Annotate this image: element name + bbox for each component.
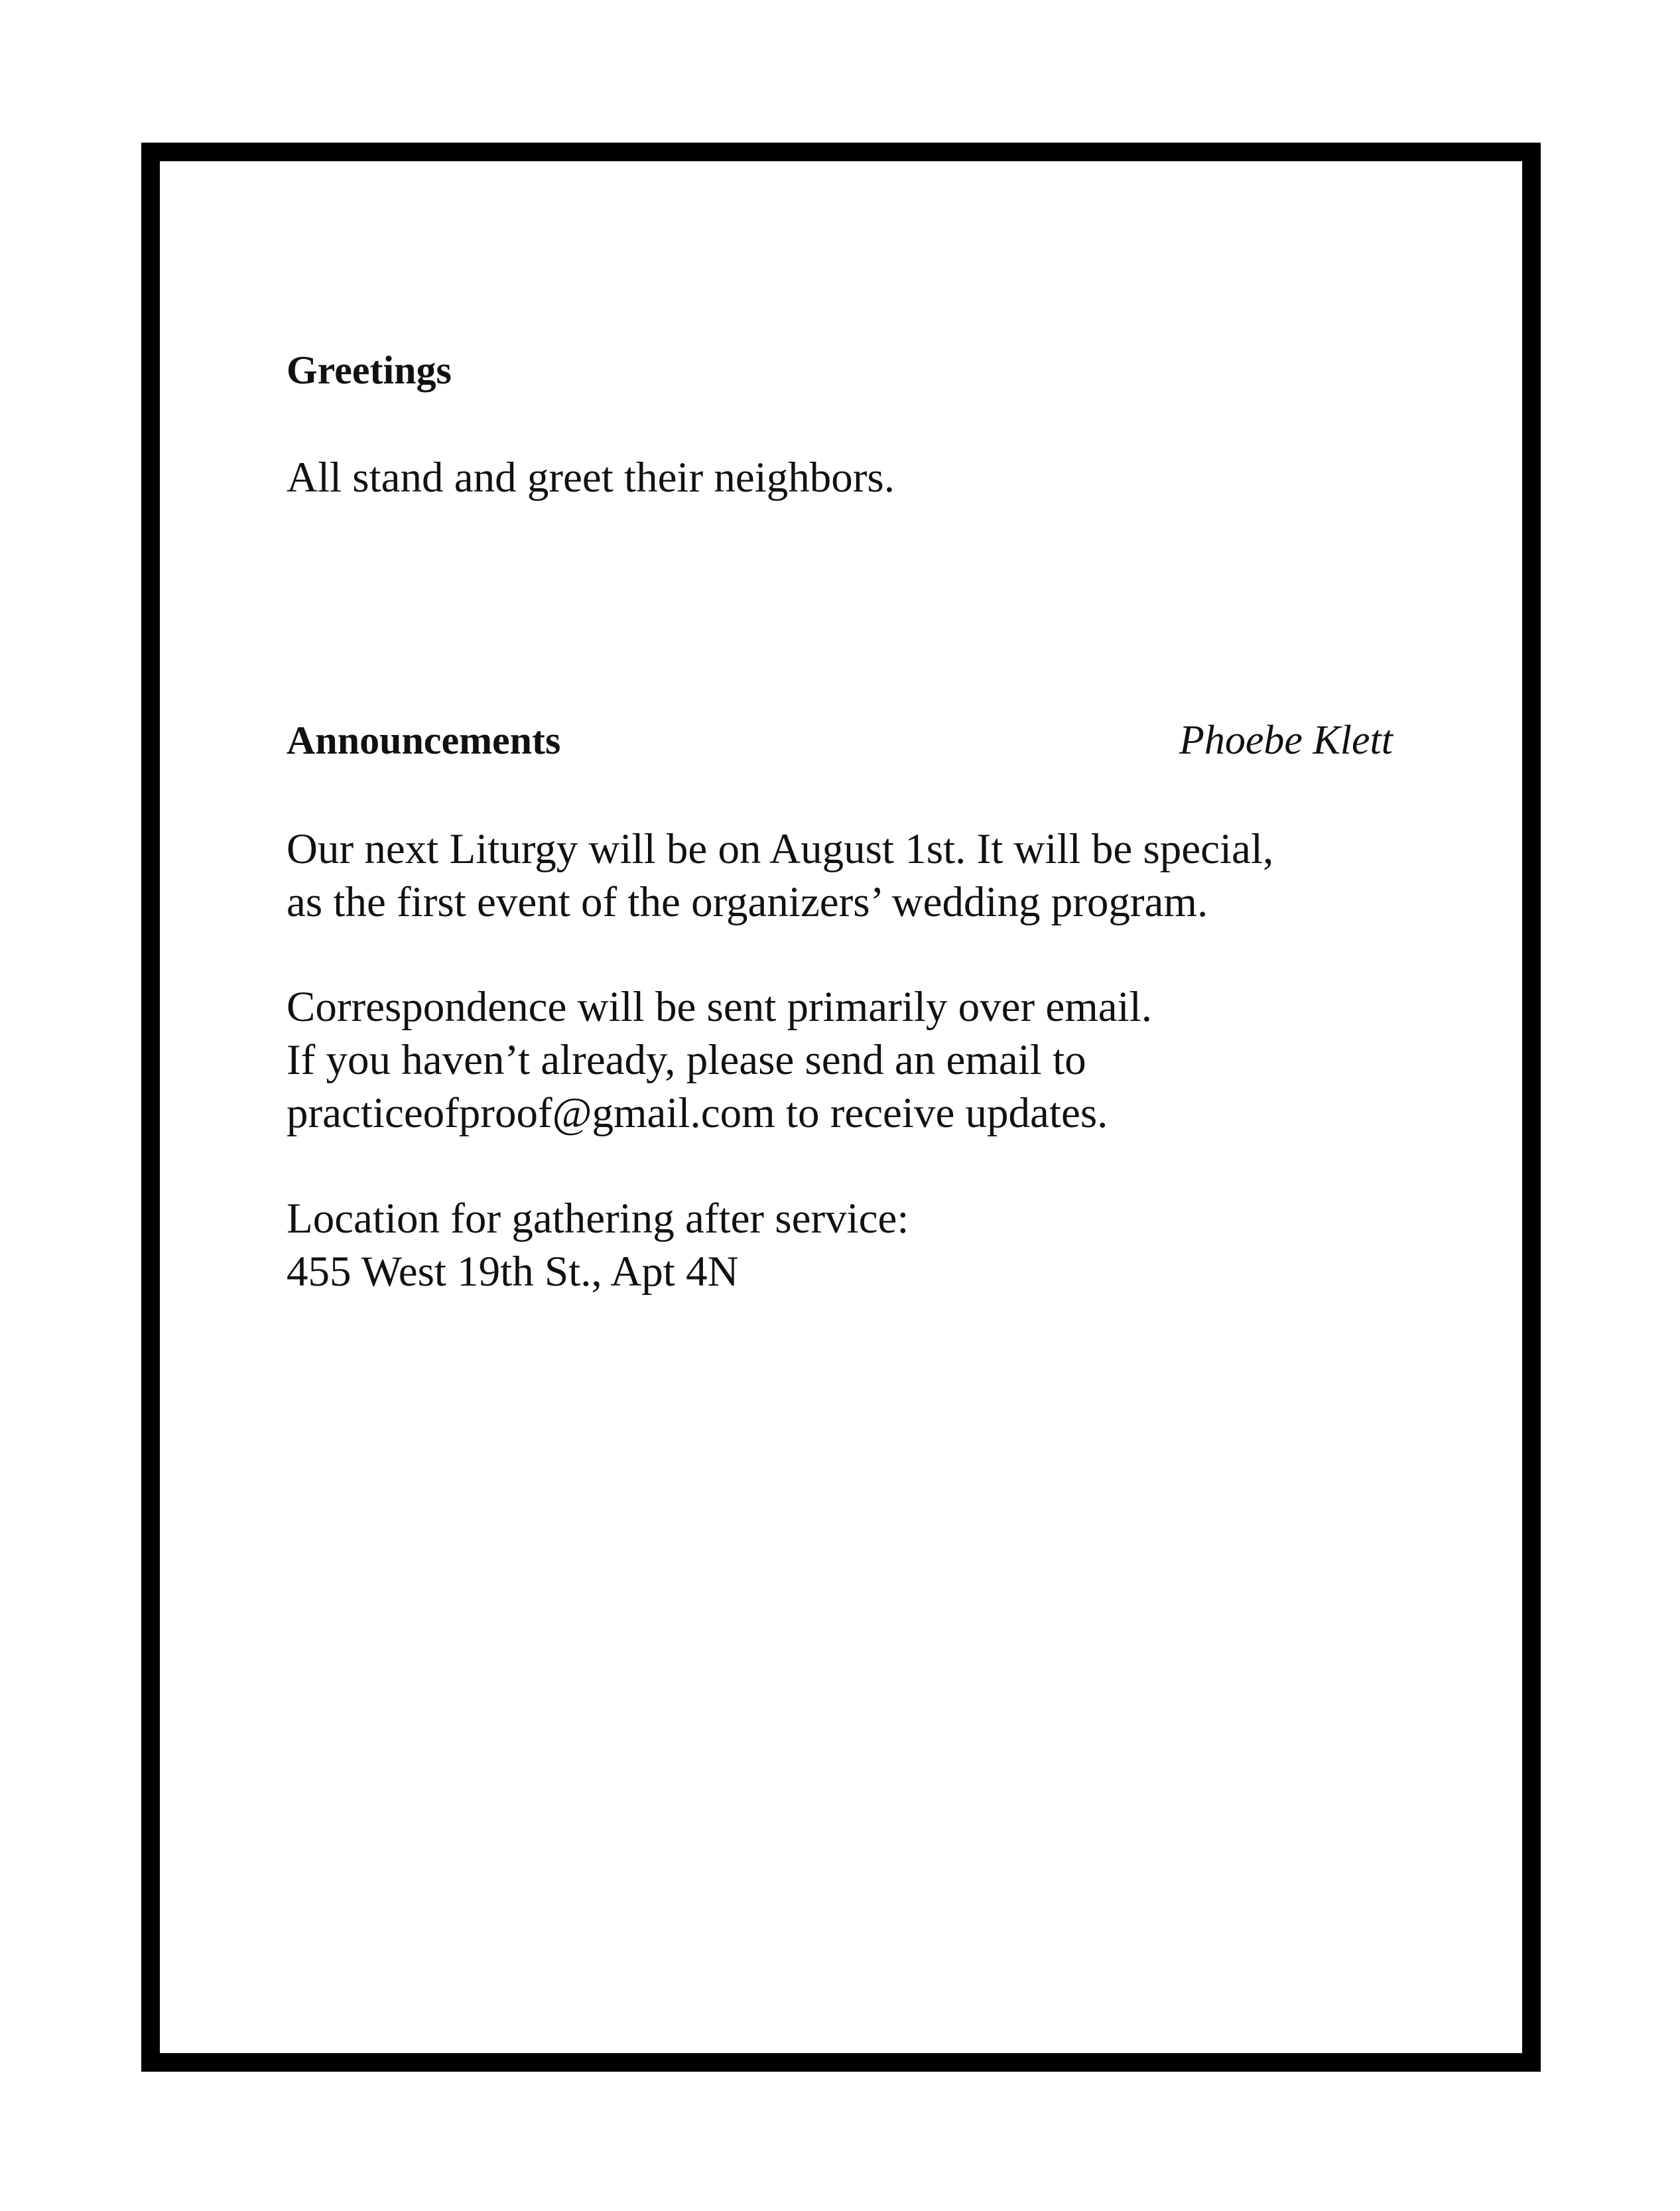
announcements-presenter: Phoebe Klett [1179,718,1393,763]
announcements-header [287,720,1393,761]
greetings-body [287,451,1393,504]
email-line: practiceofproof@gmail.com to receive updates. [287,1089,1108,1137]
paragraph-line: Our next Liturgy will be on August 1st. It will be special, [287,825,1274,873]
announcements-heading: Announcements [287,718,561,762]
announcement-paragraph-2-text [287,980,1393,1140]
announcements-heading-row [287,720,1393,761]
paragraph-line: Location for gathering after service: [287,1195,909,1242]
announcement-paragraph-1-text [287,823,1393,929]
greetings-line: All stand and greet their neighbors. [287,454,895,502]
paragraph-line: as the first event of the organizers’ wedding program. [287,878,1208,926]
greetings-section [287,350,1393,390]
greetings-text [287,451,1393,504]
announcement-paragraph-1 [287,823,1393,929]
announcement-paragraph-2 [287,980,1393,1140]
greetings-heading: Greetings [287,348,452,392]
paragraph-line: Correspondence will be sent primarily over email. [287,983,1153,1031]
paragraph-line: If you haven’t already, please send an email to [287,1036,1086,1084]
address-line: 455 West 19th St., Apt 4N [287,1248,739,1296]
announcement-paragraph-3 [287,1192,1393,1298]
announcement-paragraph-3-text [287,1192,1393,1298]
